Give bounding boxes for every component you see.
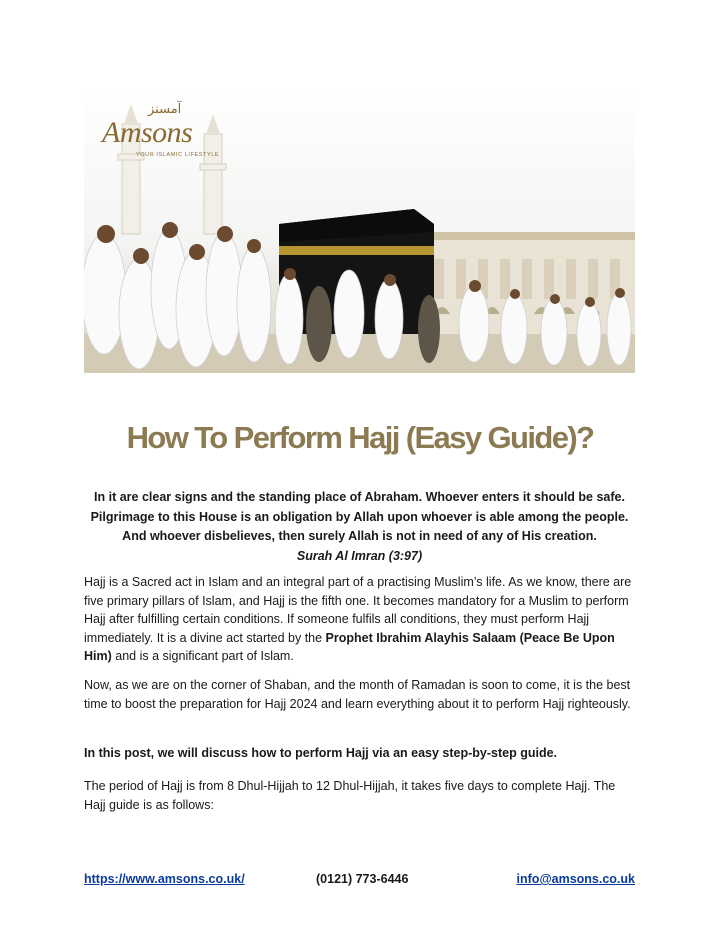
paragraph-post-summary: In this post, we will discuss how to perform Hajj via an easy step-by-step guide. [84,746,558,760]
logo-arabic-text: آمسنز [148,102,182,117]
paragraph-intro-end: and is a significant part of Islam. [111,649,294,664]
phone-number: (0121) 773-6446 [316,872,409,886]
page-footer [84,872,635,890]
paragraph-ramadan: Now, as we are on the corner of Shaban, and the month of Ramadan is soon to come, it is the best time to boost the preparation for Hajj 2024 and learn everything about it to perform Hajj righteously. [84,678,631,711]
amsons-logo [102,102,222,162]
website-link[interactable]: https://www.amsons.co.uk/ [84,872,245,886]
paragraph-hajj-period: The period of Hajj is from 8 Dhul-Hijjah to 12 Dhul-Hijjah, it takes five days to complete Hajj. The Hajj guide is as follows: [84,779,616,812]
email-link[interactable]: info@amsons.co.uk [516,872,635,886]
quote-line-3: And whoever disbelieves, then surely Allah is not in need of any of His creation. [122,529,597,543]
hero-photo-kaaba [84,84,635,373]
logo-wordmark: Amsons [102,116,193,149]
quote-line-2: Pilgrimage to this House is an obligation by Allah upon whoever is able among the people. [90,509,629,524]
quran-quote [84,488,635,566]
paragraph-intro-start: Hajj is a Sacred act in Islam and an integral part of a practising Muslim’s life. As we know, there are five primary pillars of Islam, and Hajj is the fifth one. It becomes mandatory for a Muslim to perform Hajj after fulfilling certain conditions. If someone fulfils all conditions, they must perform Hajj immediately. It is a divine act started by the [84,575,632,645]
logo-tagline: YOUR ISLAMIC LIFESTYLE [136,152,220,158]
paragraph-intro-bold: Prophet Ibrahim Alayhis Salaam (Peace Be Upon Him) [84,630,615,664]
page-title: How To Perform Hajj (Easy Guide)? [126,420,594,455]
quote-line-1: In it are clear signs and the standing place of Abraham. Whoever enters it should be safe. [94,490,625,504]
quote-reference: Surah Al Imran (3:97) [296,548,423,563]
paragraph-intro [84,573,640,666]
